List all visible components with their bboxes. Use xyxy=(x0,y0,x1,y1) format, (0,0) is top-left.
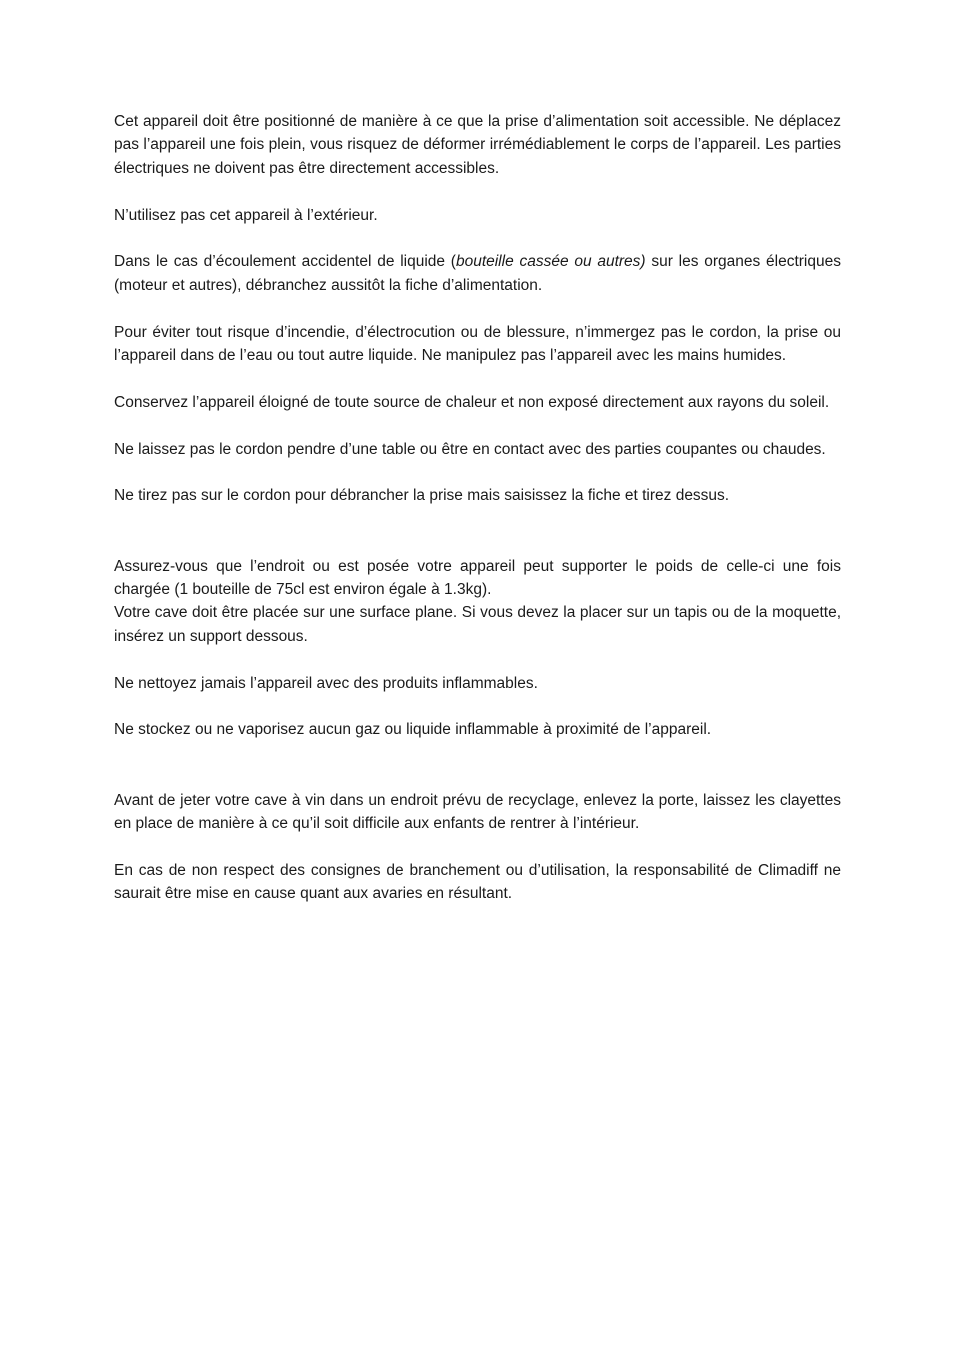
paragraph-recycling: Avant de jeter votre cave à vin dans un endroit prévu de recyclage, enlevez la porte, laissez les clayettes en place de manière à ce qu’il soit difficile aux enfants de rentrer à l’intérieur. xyxy=(114,791,841,832)
paragraph-no-outdoor-use: N’utilisez pas cet appareil à l’extérieur. xyxy=(114,206,378,224)
paragraph-unplugging: Ne tirez pas sur le cordon pour débrancher la prise mais saisissez la fiche et tirez dessus. xyxy=(114,487,730,505)
liquid-spill-text-start: Dans le cas d’écoulement accidentel de liquide ( xyxy=(114,253,456,271)
paragraph-weight-support: Assurez-vous que l’endroit ou est posée votre appareil peut supporter le poids de celle-ci une fois chargée (1 bouteille de 75cl est environ égale à 1.3kg). xyxy=(114,557,841,598)
paragraph-liability: En cas de non respect des consignes de branchement ou d’utilisation, la responsabilité de Climadiff ne saurait être mise en cause quant aux avaries en résultant. xyxy=(114,861,841,903)
paragraph-flat-surface: Votre cave doit être placée sur une surface plane. Si vous devez la placer sur un tapis ou de la moquette, insérez un support dessous. xyxy=(114,604,841,645)
blank-line xyxy=(114,765,841,788)
blank-line xyxy=(114,531,841,554)
paragraph-power-outlet: Cet appareil doit être positionné de manière à ce que la prise d’alimentation soit accessible. Ne déplacez pas l’appareil une fois plein, vous risquez de déformer irrémédiablement le corps de l’appareil. Les parties électriques ne doivent pas être directement accessibles. xyxy=(114,113,841,177)
liquid-spill-text-italic: bouteille cassée ou autres) xyxy=(455,253,646,271)
paragraph-electrocution-risk: Pour éviter tout risque d’incendie, d’électrocution ou de blessure, n’immergez pas le cordon, la prise ou l’appareil dans de l’eau ou tout autre liquide. Ne manipulez pas l’appareil avec les mains humides. xyxy=(114,323,841,365)
liquid-spill-text-end: sur les organes électriques (moteur et autres), débranchez aussitôt la fiche d’alimentation. xyxy=(114,253,841,294)
safety-instructions-text xyxy=(114,110,841,929)
paragraph-cleaning-products: Ne nettoyez jamais l’appareil avec des produits inflammables. xyxy=(114,674,538,692)
paragraph-flammable-gas: Ne stockez ou ne vaporisez aucun gaz ou liquide inflammable à proximité de l’appareil. xyxy=(114,721,712,739)
paragraph-heat-source: Conservez l’appareil éloigné de toute source de chaleur et non exposé directement aux rayons du soleil. xyxy=(114,393,830,411)
paragraph-liquid-spill xyxy=(114,250,841,297)
paragraph-cord-hanging: Ne laissez pas le cordon pendre d’une table ou être en contact avec des parties coupantes ou chaudes. xyxy=(114,440,826,458)
